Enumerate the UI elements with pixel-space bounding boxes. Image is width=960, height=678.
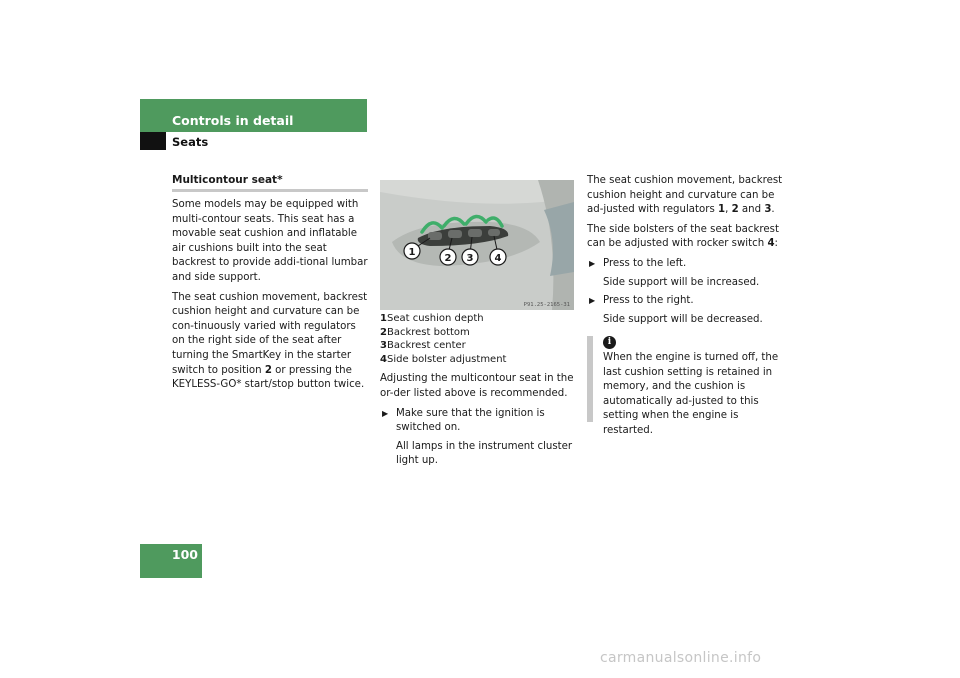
figure-code: P91.25-2165-31 <box>523 302 570 308</box>
legend-item: 1Seat cushion depth <box>380 313 484 324</box>
column-right <box>587 174 783 331</box>
arrow-right-icon: ▶ <box>589 296 596 306</box>
bolsters-paragraph: The side bolsters of the seat backrest can be adjusted with rocker switch 4: <box>587 223 779 250</box>
arrow-right-icon: ▶ <box>382 408 389 418</box>
column-left <box>172 174 368 398</box>
callout-label-1: 1 <box>408 247 416 258</box>
instruction-result: Side support will be decreased. <box>603 313 763 325</box>
instruction-result: Side support will be increased. <box>603 276 760 288</box>
heading-multicontour-seat: Multicontour seat* <box>172 174 368 192</box>
section-title: Seats <box>172 135 209 149</box>
position-number: 2 <box>264 364 272 376</box>
info-bar <box>587 336 593 422</box>
callout-label-2: 2 <box>444 253 452 264</box>
intro-paragraph: Some models may be equipped with multi-contour seats. This seat has a movable seat cushion and inflatable air cushions built into the seat backrest to provide addi-tional lumbar and side support. <box>172 199 368 283</box>
info-note <box>587 336 783 436</box>
legend-item: 3Backrest center <box>380 340 466 352</box>
watermark: carmanualsonline.info <box>600 650 762 666</box>
column-middle <box>380 312 576 473</box>
info-icon: i <box>603 336 616 349</box>
section-marker <box>140 132 166 150</box>
cushion-depth-regulator <box>428 232 442 240</box>
seat-controls-figure <box>380 180 574 310</box>
callout-label-4: 4 <box>494 253 502 264</box>
instruction-result: All lamps in the instrument cluster light up. <box>396 440 573 467</box>
callout-label-3: 3 <box>466 253 474 264</box>
seat-controls-illustration <box>380 180 574 310</box>
legend-item: 2Backrest bottom <box>380 326 470 338</box>
backrest-bottom-regulator <box>448 230 462 238</box>
adjustment-paragraph: The seat cushion movement, backrest cushion height and curvature can be con-tinuously varied with regulators on the right side of the seat after turning the SmartKey in the starter switch to position 2 or pressing the KEYLESS-GO* start/stop button twice. <box>172 291 368 391</box>
chapter-title: Controls in detail <box>172 113 294 128</box>
legend-item: 4Side bolster adjustment <box>380 353 507 365</box>
info-text: When the engine is turned off, the last cushion setting is retained in memory, and the cushion is automatically ad-justed to this setting when the engine is restarted. <box>603 352 779 436</box>
order-paragraph: Adjusting the multicontour seat in the or-der listed above is recommended. <box>380 373 574 399</box>
arrow-right-icon: ▶ <box>589 258 596 268</box>
instruction-step: ▶ Press to the left. <box>587 257 783 272</box>
regulators-paragraph: The seat cushion movement, backrest cushion height and curvature can be ad-justed with regulators 1, 2 and 3. <box>587 175 783 216</box>
instruction-step: ▶ Make sure that the ignition is switched on. <box>382 407 545 434</box>
backrest-center-regulator <box>468 229 482 237</box>
side-bolster-rocker-switch <box>488 229 500 236</box>
instruction-step: ▶ Press to the right. <box>587 294 783 309</box>
page-number: 100 <box>171 547 198 562</box>
